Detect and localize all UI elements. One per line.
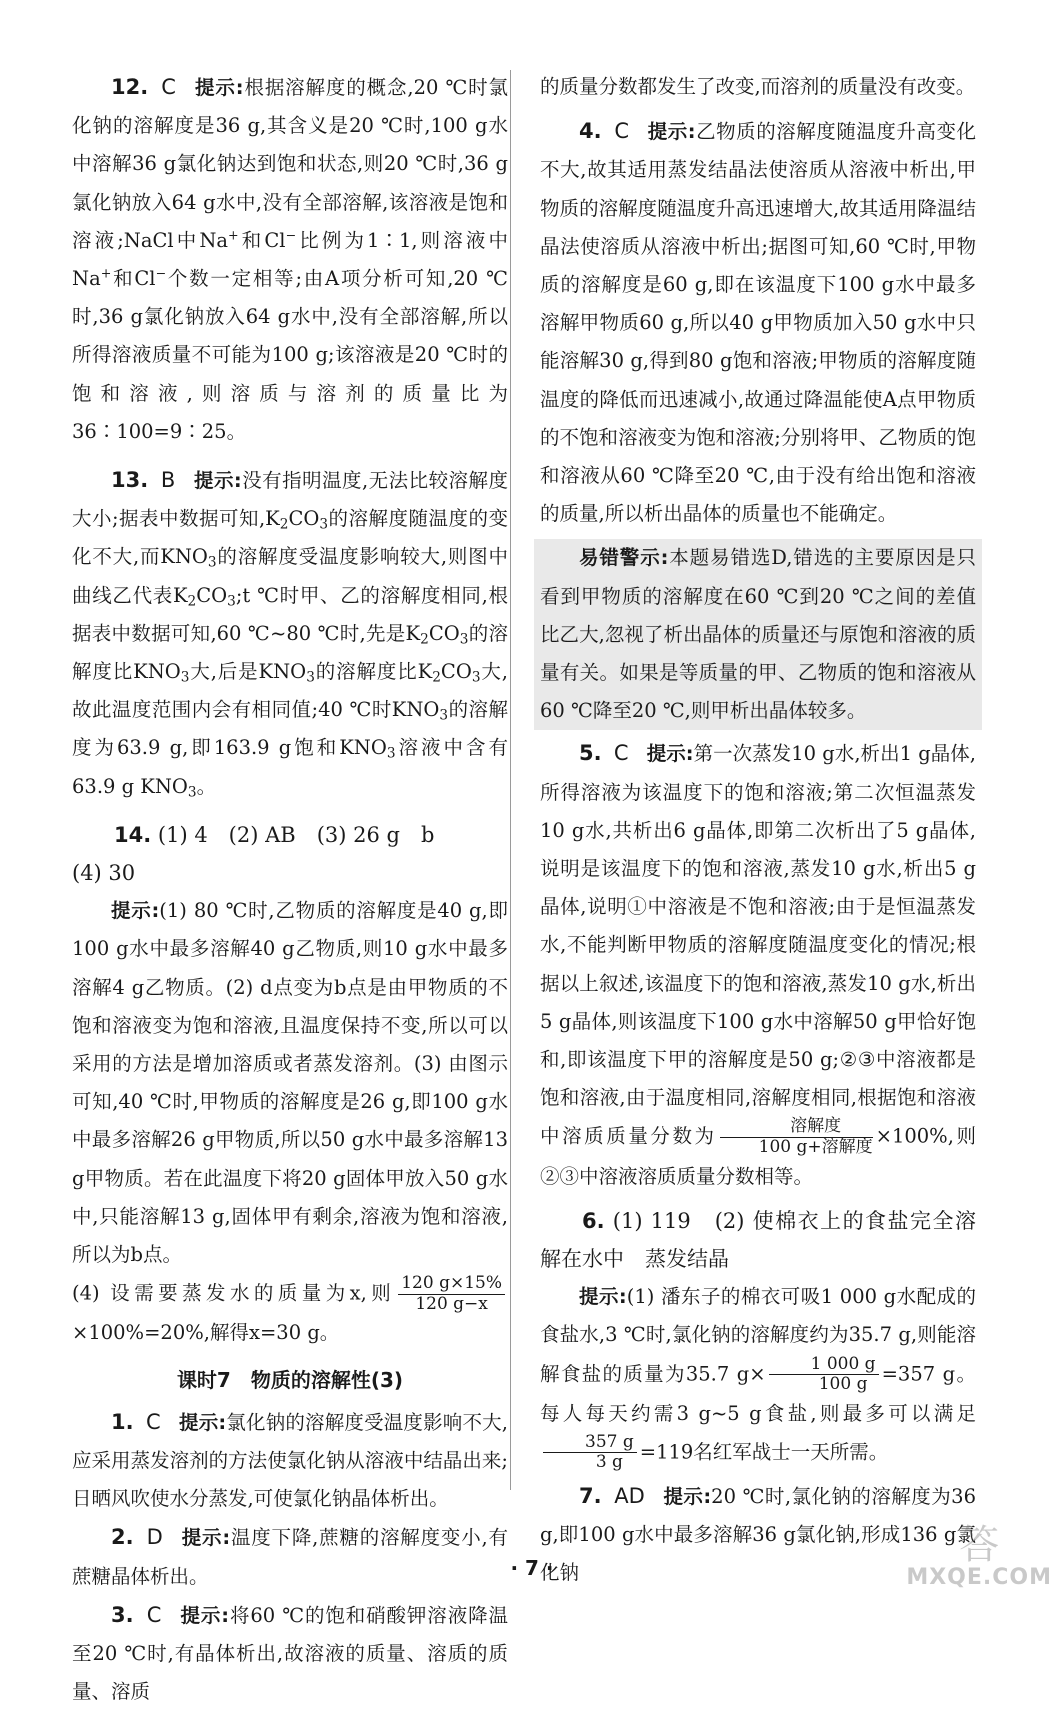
question-number: 4. bbox=[579, 119, 602, 144]
superscript: − bbox=[285, 227, 297, 243]
hint-text: ;t ℃时甲、乙的溶解度相同,根据表中数据可知,60 ℃~80 ℃时,先是K bbox=[72, 583, 508, 645]
subscript: 3 bbox=[306, 669, 315, 686]
hint-label: 提示: bbox=[181, 1526, 231, 1550]
column-divider bbox=[510, 70, 511, 1490]
hint-label: 提示: bbox=[579, 1285, 627, 1309]
question-14-hint bbox=[72, 892, 508, 1274]
subscript: 3 bbox=[471, 669, 481, 686]
hint-text: 的溶解度受温度影响较大,则图中曲线乙代表K bbox=[72, 545, 508, 607]
subscript: 3 bbox=[227, 593, 236, 610]
hint-text: 的溶解度比KNO bbox=[72, 621, 508, 684]
lesson-title: 课时7 物质的溶解性(3) bbox=[176, 1367, 404, 1392]
question-6-answers bbox=[540, 1202, 976, 1278]
hint-text: 的溶解度比K bbox=[314, 660, 433, 684]
answer-letter: C bbox=[614, 119, 629, 144]
hint-text: 20 ℃时,氯化钠的溶解度为36 g,即100 g水中最多溶解36 g氯化钠,形成136 g氯化钠 bbox=[540, 1484, 976, 1585]
right-column bbox=[540, 68, 976, 1593]
hint-text: 和Cl bbox=[111, 267, 156, 291]
question-14-answers bbox=[72, 816, 508, 854]
subscript: 3 bbox=[180, 669, 190, 686]
hint-label: 提示: bbox=[111, 899, 160, 923]
warning-text bbox=[540, 539, 976, 730]
fraction-denominator: 100 g bbox=[818, 1374, 868, 1395]
subscript: 2 bbox=[420, 631, 429, 648]
subscript: 3 bbox=[319, 516, 329, 533]
fraction-numerator: 357 g bbox=[543, 1433, 637, 1454]
hint-text: 的溶解度为63.9 g,即163.9 g饱和KNO bbox=[72, 698, 508, 760]
hint-label: 提示: bbox=[663, 1484, 712, 1508]
hint-text: CO bbox=[428, 621, 460, 645]
answer-letter: C bbox=[613, 741, 629, 766]
hint-text: 溶液中含有63.9 g KNO bbox=[72, 736, 508, 798]
hint-text: 个数一定相等;由A项分析可知,20 ℃时,36 g氯化钠放入64 g水中,没有全部溶解,所以所得溶液质量不可能为100 g;该溶液是20 ℃时的饱和溶液,则溶质与溶剂的质量比为36∶100=9∶25。 bbox=[72, 267, 508, 443]
question-1 bbox=[72, 1403, 508, 1519]
hint-text: ×100%=20%,解得x=30 g。 bbox=[72, 1321, 340, 1345]
hint-text: 温度下降,蔗糖的溶解度变小,有蔗糖晶体析出。 bbox=[72, 1526, 508, 1588]
question-13 bbox=[72, 461, 508, 806]
subscript: 2 bbox=[432, 669, 441, 686]
superscript: + bbox=[100, 265, 112, 281]
hint-text: CO bbox=[196, 583, 228, 607]
question-number: 12. bbox=[111, 75, 149, 99]
hint-text: =357 g。每人每天约需3 g~5 g食盐,则最多可以满足 bbox=[540, 1362, 976, 1425]
hint-text: 比例为1∶1,则溶液中Na bbox=[72, 228, 508, 291]
hint-text: 将60 ℃的饱和硝酸钾溶液降温至20 ℃时,有晶体析出,故溶液的质量、溶质的质量、溶质 bbox=[72, 1603, 508, 1704]
hint-text: CO bbox=[288, 507, 320, 531]
fraction bbox=[398, 1274, 505, 1314]
hint-label: 提示: bbox=[646, 742, 694, 766]
subscript: 3 bbox=[439, 707, 449, 724]
hint-text: =119名红军战士一天所需。 bbox=[639, 1440, 889, 1464]
page-number: · 7 · bbox=[510, 1556, 554, 1580]
question-number: 2. bbox=[111, 1525, 134, 1550]
answer-letter: B bbox=[160, 468, 176, 493]
left-column bbox=[72, 68, 508, 1711]
fraction-numerator: 1 000 g bbox=[769, 1355, 879, 1376]
subscript: 2 bbox=[279, 516, 289, 533]
question-5 bbox=[540, 734, 976, 1195]
warning-box bbox=[534, 539, 982, 730]
subscript: 3 bbox=[459, 631, 469, 648]
superscript: − bbox=[155, 265, 167, 281]
subscript: 3 bbox=[207, 554, 217, 571]
fraction bbox=[543, 1433, 637, 1473]
question-3 bbox=[72, 1596, 508, 1711]
hint-label: 提示: bbox=[195, 76, 244, 99]
answer-letter: D bbox=[146, 1525, 163, 1550]
fraction-denominator: 100 g+溶解度 bbox=[758, 1137, 873, 1158]
subscript: 3 bbox=[386, 745, 396, 762]
question-number: 3. bbox=[111, 1602, 134, 1627]
fraction-denominator: 120 g−x bbox=[415, 1293, 488, 1314]
hint-text: 大,故此温度范围内会有相同值;40 ℃时KNO bbox=[72, 660, 508, 722]
hint-text: 没有指明温度,无法比较溶解度大小;据表中数据可知,K bbox=[72, 469, 508, 531]
question-3-continued: 的质量分数都发生了改变,而溶剂的质量没有改变。 bbox=[540, 75, 976, 98]
answer-letter: C bbox=[145, 1409, 161, 1434]
warning-body: 本题易错选D,错选的主要原因是只看到甲物质的溶解度在60 ℃到20 ℃之间的差值比乙大,忽视了析出晶体的质量还与原饱和溶液的质量有关。如果是等质量的甲、乙物质的饱和溶液从60 ℃降至20 ℃,则甲析出晶体较多。 bbox=[540, 546, 976, 723]
hint-text: 和Cl bbox=[238, 228, 286, 252]
question-14-answer-4: (4) 30 bbox=[72, 861, 136, 886]
hint-text: 。 bbox=[196, 774, 217, 798]
question-4 bbox=[540, 112, 976, 533]
hint-text: 的溶解度随温度的变化不大,而KNO bbox=[72, 507, 508, 569]
answer-line: (1) 119 (2) 使棉衣上的食盐完全溶解在水中 蒸发结晶 bbox=[540, 1208, 976, 1271]
fraction-numerator: 120 g×15% bbox=[398, 1274, 505, 1295]
fraction bbox=[769, 1355, 879, 1395]
question-12 bbox=[72, 68, 508, 451]
question-14-hint-formula bbox=[72, 1274, 508, 1352]
hint-label: 提示: bbox=[180, 1603, 230, 1627]
hint-label: 提示: bbox=[193, 469, 242, 493]
fraction-numerator: 溶解度 bbox=[720, 1117, 873, 1138]
question-number: 13. bbox=[111, 468, 149, 493]
question-number: 5. bbox=[579, 741, 602, 766]
hint-text: CO bbox=[440, 660, 472, 684]
hint-text: (1) 80 ℃时,乙物质的溶解度是40 g,即100 g水中最多溶解40 g乙物质,则10 g水中最多溶解4 g乙物质。(2) d点变为b点是由甲物质的不饱和溶液变为饱和溶液,且温度保持不变,所以可以采用的方法是增加溶质或者蒸发溶剂。(3) 由图示可知,40 ℃时,甲物质的溶解度是26 g,即100 g水中最多溶解26 g甲物质,所以50 g水中最多溶解13 g甲物质。若在此温度下将20 g固体甲放入50 g水中,只能溶解13 g,固体甲有剩余,溶液为饱和溶液,所以为b点。 bbox=[72, 899, 508, 1267]
question-number: 6. bbox=[582, 1208, 605, 1233]
subscript: 3 bbox=[187, 784, 197, 801]
watermark-logo-icon: 答 bbox=[959, 1522, 1000, 1568]
watermark bbox=[906, 1522, 1052, 1590]
hint-text: 氯化钠的溶解度受温度影响不大,应采用蒸发溶剂的方法使氯化钠从溶液中结晶出来;日晒风吹使水分蒸发,可使氯化钠晶体析出。 bbox=[72, 1410, 508, 1511]
question-6-hint bbox=[540, 1278, 976, 1473]
fraction-denominator: 3 g bbox=[595, 1452, 623, 1473]
answer-letter: C bbox=[161, 75, 176, 99]
watermark-text: MXQE.COM bbox=[906, 1565, 1052, 1590]
question-number: 1. bbox=[111, 1409, 134, 1434]
superscript: + bbox=[228, 227, 239, 243]
hint-text: 根据溶解度的概念,20 ℃时氯化钠的溶解度是36 g,其含义是20 ℃时,100 g水中溶解36 g氯化钠达到饱和状态,则20 ℃时,36 g氯化钠放入64 g水中,没有全部溶解,该溶液是饱和溶液;NaCl中Na bbox=[72, 76, 509, 252]
warning-label: 易错警示: bbox=[579, 546, 669, 570]
hint-text: 第一次蒸发10 g水,析出1 g晶体,所得溶液为该温度下的饱和溶液;第二次恒温蒸发10 g水,共析出6 g晶体,即第二次析出了5 g晶体,说明是该温度下的饱和溶液,蒸发10 g水,析出5 g晶体,说明①中溶液是不饱和溶液;由于是恒温蒸发水,不能判断甲物质的溶解度随温度变化的情况;根据以上叙述,该温度下的饱和溶液,蒸发10 g水,析出5 g晶体,则该温度下100 g水中溶解50 g甲恰好饱和,即该温度下甲的溶解度是50 g;②③中溶液都是饱和溶液,由于温度相同,溶解度相同,根据饱和溶液中溶质质量分数为 bbox=[540, 742, 976, 1149]
hint-text: 大,后是KNO bbox=[189, 660, 307, 684]
answer-letter: AD bbox=[614, 1483, 645, 1508]
hint-text: 乙物质的溶解度随温度升高变化不大,故其适用蒸发结晶法使溶质从溶液中析出,甲物质的溶解度随温度升高迅速增大,故其适用降温结晶法使溶质从溶液中析出;据图可知,60 ℃时,甲物质的溶解度是60 g,即在该温度下100 g水中最多溶解甲物质60 g,所以40 g甲物质加入50 g水中只能溶解30 g,得到80 g饱和溶液;甲物质的溶解度随温度的降低而迅速减小,故通过降温能使A点甲物质的不饱和溶液变为饱和溶液;分别将甲、乙物质的饱和溶液从60 ℃降至20 ℃,由于没有给出饱和溶液的质量,所以析出晶体的质量也不能确定。 bbox=[540, 120, 976, 526]
hint-text: (4) 设需要蒸发水的质量为x,则 bbox=[72, 1281, 396, 1305]
answer-letter: C bbox=[146, 1602, 162, 1627]
question-number: 14. bbox=[114, 822, 152, 847]
answer-line: (1) 4 (2) AB (3) 26 g b bbox=[157, 822, 435, 847]
hint-label: 提示: bbox=[179, 1410, 227, 1434]
subscript: 2 bbox=[187, 593, 197, 610]
fraction bbox=[720, 1117, 873, 1157]
question-number: 7. bbox=[579, 1483, 602, 1508]
hint-text: (1) 潘东子的棉衣可吸1 000 g水配成的食盐水,3 ℃时,氯化钠的溶解度约为35.7 g,则能溶解食盐的质量为35.7 g× bbox=[540, 1285, 976, 1386]
hint-text: ×100%,则②③中溶液溶质质量分数相等。 bbox=[540, 1125, 976, 1188]
hint-label: 提示: bbox=[647, 120, 696, 144]
